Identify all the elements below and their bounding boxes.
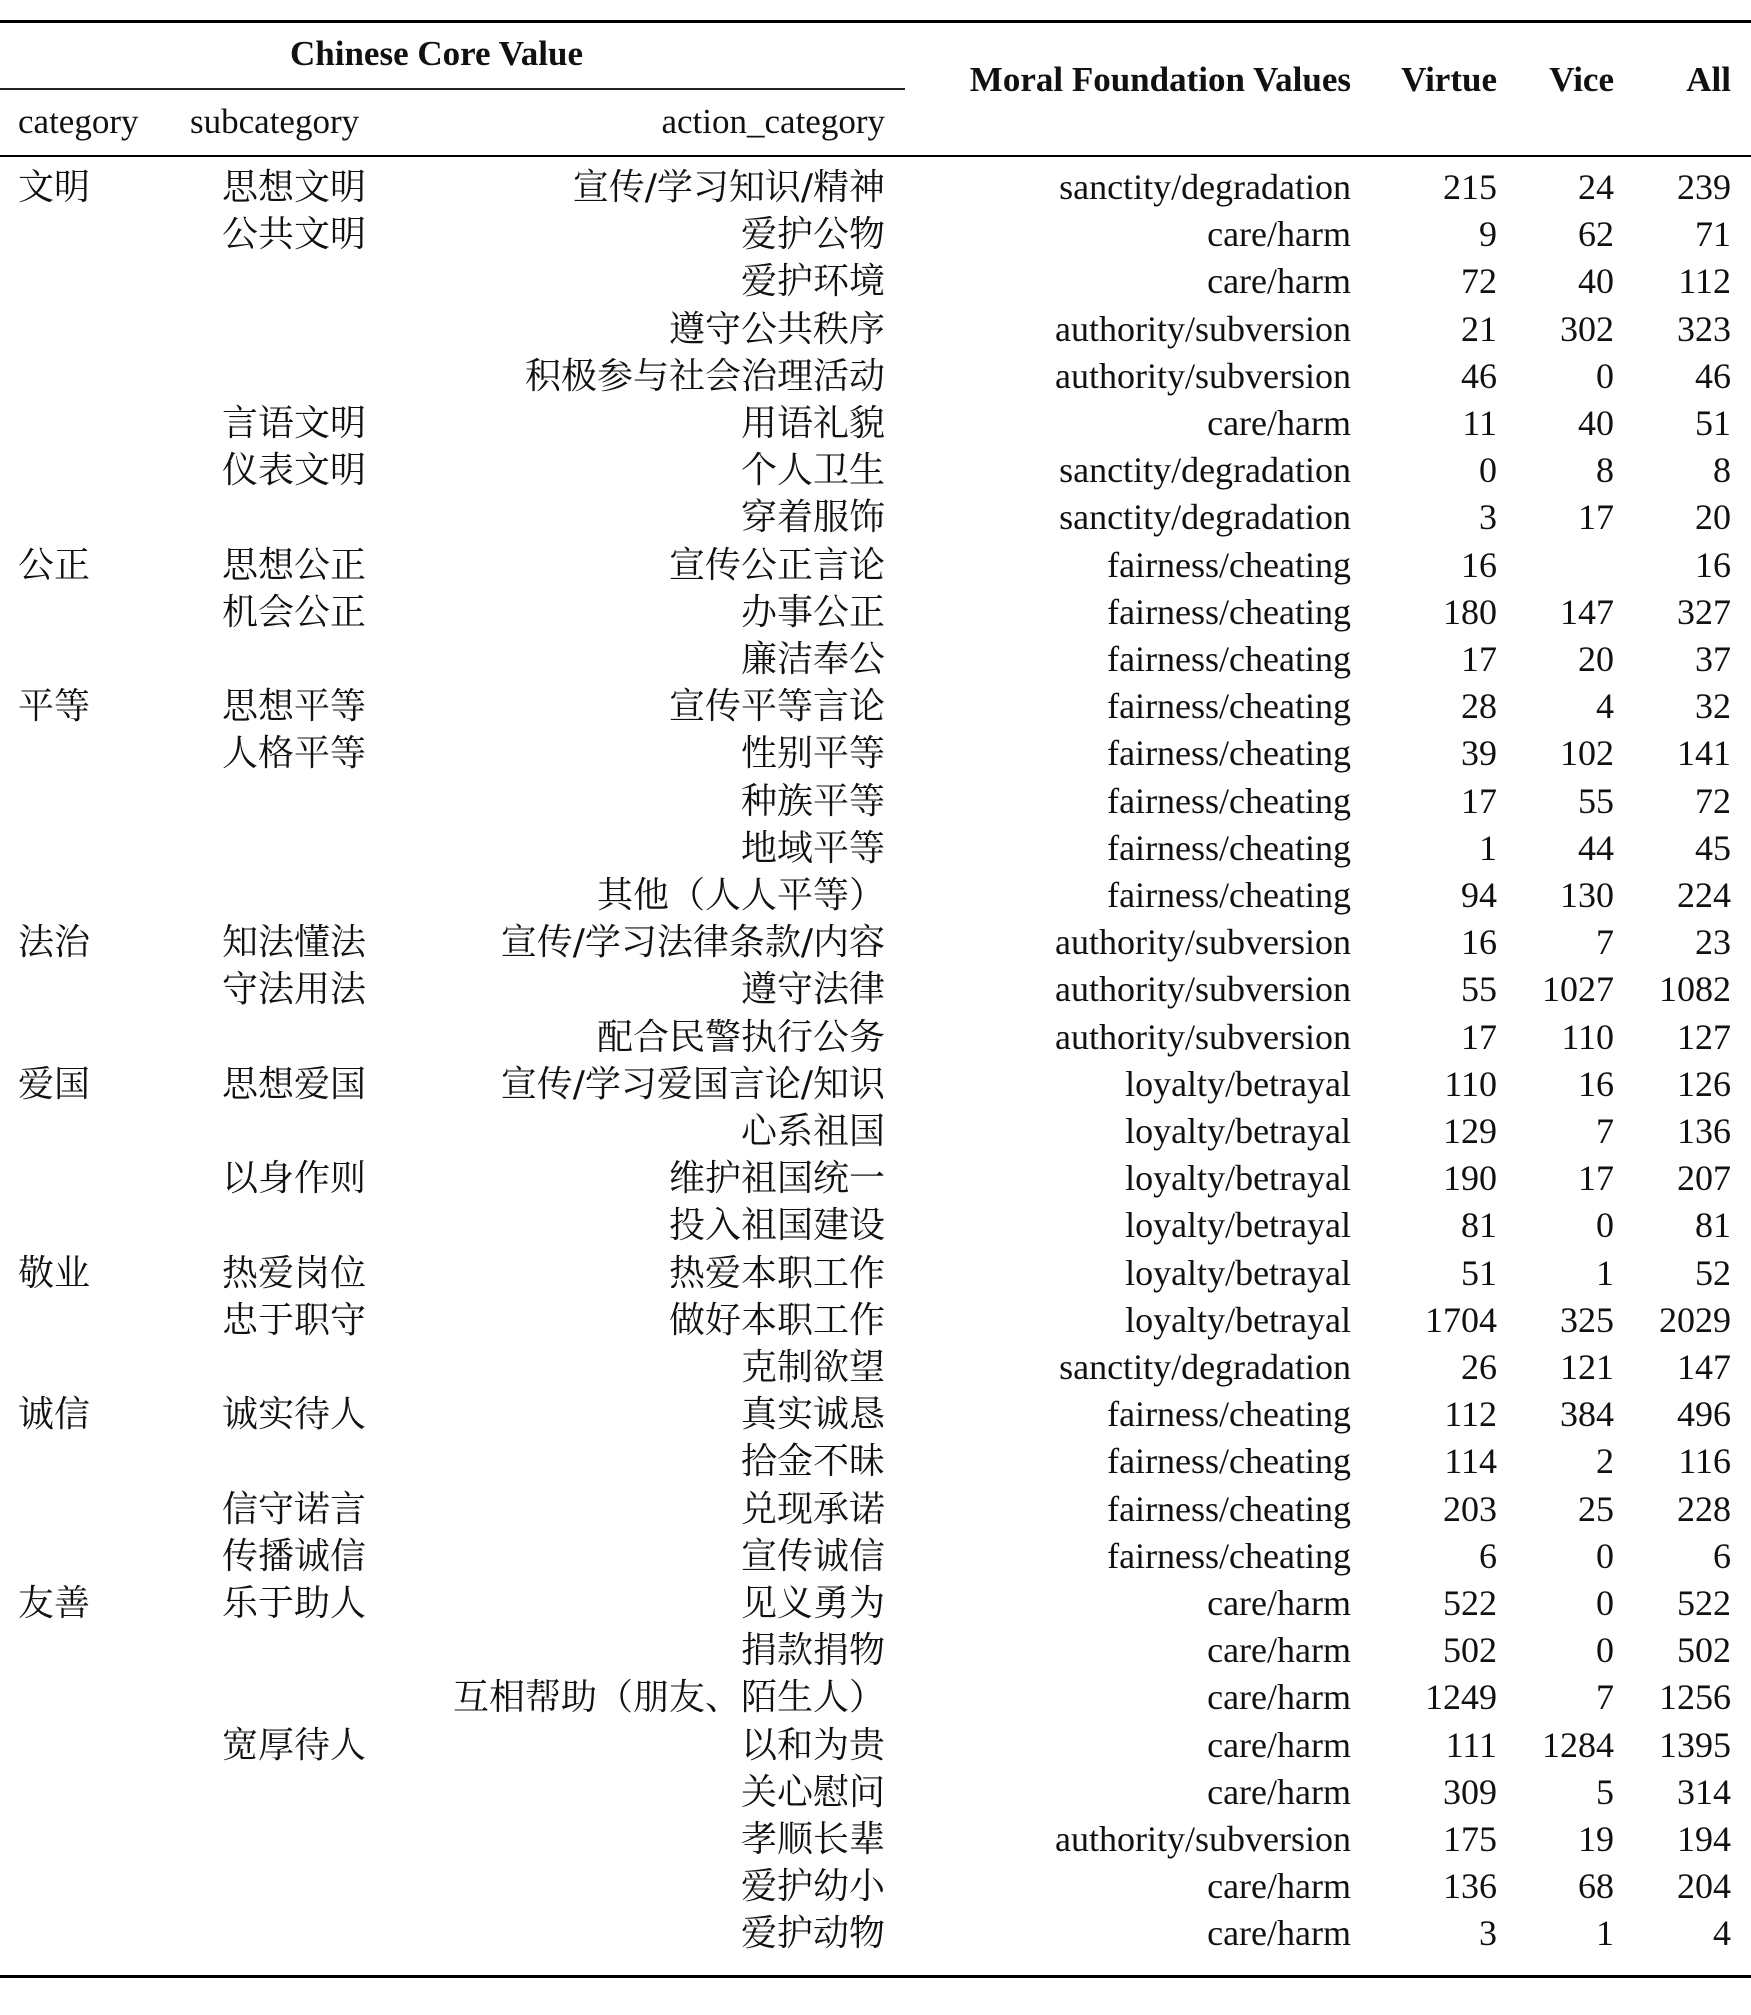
cell-moral-foundation: authority/subversion — [1055, 355, 1351, 396]
table-row — [0, 1297, 1751, 1344]
cell-subcategory: 信守诺言 — [222, 1488, 367, 1530]
cell-virtue: 81 — [1461, 1205, 1497, 1246]
cell-all: 314 — [1677, 1771, 1731, 1812]
cell-vice: 130 — [1560, 875, 1614, 915]
table-row — [0, 1155, 1751, 1202]
cell-action-category: 兑现承诺 — [740, 1488, 885, 1530]
cell-moral-foundation: loyalty/betrayal — [1125, 1158, 1351, 1199]
cell-moral-foundation: sanctity/degradation — [1059, 1347, 1351, 1387]
cell-all: 112 — [1678, 261, 1731, 302]
cell-moral-foundation: sanctity/degradation — [1059, 450, 1351, 491]
cell-action-category: 穿着服饰 — [740, 497, 885, 539]
cell-all: 141 — [1677, 733, 1731, 774]
cell-vice: 0 — [1596, 1205, 1614, 1246]
table-row — [0, 447, 1751, 494]
cell-action-category: 做好本职工作 — [668, 1299, 885, 1341]
cell-all: 81 — [1695, 1205, 1731, 1246]
table-row — [0, 1580, 1751, 1627]
cell-virtue: 46 — [1461, 355, 1497, 396]
cell-all: 204 — [1677, 1866, 1731, 1907]
table-row — [0, 1533, 1751, 1580]
cell-moral-foundation: authority/subversion — [1055, 922, 1351, 963]
table-row — [0, 542, 1751, 589]
table-row — [0, 353, 1751, 400]
cell-subcategory: 以身作则 — [222, 1158, 367, 1200]
cell-moral-foundation: care/harm — [1207, 1630, 1351, 1671]
table-row — [0, 872, 1751, 919]
table-row — [0, 589, 1751, 636]
cell-vice: 147 — [1560, 591, 1614, 632]
table-row — [0, 778, 1751, 825]
cell-subcategory: 公共文明 — [222, 214, 367, 256]
cell-virtue: 0 — [1479, 450, 1497, 491]
cell-vice: 19 — [1578, 1819, 1614, 1859]
cell-vice: 40 — [1578, 261, 1614, 302]
cell-all: 1082 — [1659, 969, 1731, 1010]
cell-moral-foundation: care/harm — [1207, 214, 1351, 255]
cell-moral-foundation: fairness/cheating — [1107, 686, 1351, 727]
cell-moral-foundation: fairness/cheating — [1107, 639, 1351, 679]
table-row — [0, 306, 1751, 353]
cell-virtue: 55 — [1461, 969, 1497, 1010]
cell-vice: 24 — [1578, 167, 1614, 207]
table-row — [0, 494, 1751, 541]
cell-virtue: 39 — [1461, 733, 1497, 774]
header-vice: Vice — [1549, 60, 1614, 99]
cell-moral-foundation: fairness/cheating — [1107, 544, 1351, 585]
header-group-chinese-core-value: Chinese Core Value — [290, 34, 583, 73]
cell-action-category: 真实诚恳 — [740, 1394, 885, 1436]
cell-all: 6 — [1713, 1535, 1731, 1576]
cell-all: 32 — [1695, 686, 1731, 727]
cell-action-category: 办事公正 — [740, 591, 885, 633]
cell-subcategory: 宽厚待人 — [222, 1724, 367, 1766]
cell-all: 71 — [1695, 214, 1731, 255]
cell-moral-foundation: care/harm — [1207, 1771, 1351, 1812]
cell-action-category: 宣传/学习知识/精神 — [572, 167, 885, 208]
cell-subcategory: 思想文明 — [222, 167, 367, 208]
cell-all: 207 — [1677, 1158, 1731, 1199]
cell-category: 法治 — [18, 922, 91, 964]
cell-vice: 40 — [1578, 403, 1614, 443]
cell-moral-foundation: fairness/cheating — [1107, 1488, 1351, 1529]
table-row — [0, 1627, 1751, 1674]
cell-vice: 7 — [1596, 1677, 1614, 1718]
cell-category: 敬业 — [18, 1252, 91, 1294]
cell-moral-foundation: fairness/cheating — [1107, 591, 1351, 632]
cell-vice: 1 — [1596, 1913, 1614, 1954]
cell-vice: 121 — [1560, 1347, 1614, 1387]
cell-virtue: 175 — [1443, 1819, 1497, 1859]
cell-all: 8 — [1713, 450, 1731, 491]
cell-action-category: 宣传诚信 — [740, 1535, 885, 1577]
table-row — [0, 1674, 1751, 1721]
cell-category: 友善 — [18, 1583, 91, 1624]
cell-vice: 1027 — [1542, 969, 1614, 1010]
header-group-underline — [0, 88, 905, 90]
cell-subcategory: 忠于职守 — [222, 1299, 367, 1341]
cell-virtue: 72 — [1461, 261, 1497, 302]
cell-subcategory: 思想公正 — [222, 544, 367, 586]
table-row — [0, 258, 1751, 305]
cell-vice: 25 — [1578, 1488, 1614, 1529]
cell-subcategory: 热爱岗位 — [222, 1252, 367, 1294]
table-row — [0, 683, 1751, 730]
cell-category: 平等 — [18, 686, 91, 728]
table-row — [0, 825, 1751, 872]
cell-all: 136 — [1677, 1111, 1731, 1151]
cell-action-category: 心系祖国 — [740, 1111, 885, 1152]
cell-vice: 68 — [1578, 1866, 1614, 1907]
cell-all: 502 — [1677, 1630, 1731, 1671]
cell-vice: 17 — [1578, 497, 1614, 538]
cell-virtue: 94 — [1461, 875, 1497, 915]
table-row — [0, 1438, 1751, 1485]
cell-action-category: 宣传/学习法律条款/内容 — [500, 922, 885, 964]
cell-moral-foundation: fairness/cheating — [1107, 1394, 1351, 1435]
cell-subcategory: 思想平等 — [222, 686, 367, 728]
cell-action-category: 见义勇为 — [740, 1583, 885, 1624]
cell-all: 1395 — [1659, 1724, 1731, 1765]
cell-virtue: 3 — [1479, 1913, 1497, 1954]
cell-moral-foundation: fairness/cheating — [1107, 780, 1351, 821]
cell-action-category: 维护祖国统一 — [668, 1158, 885, 1200]
cell-all: 496 — [1677, 1394, 1731, 1435]
cell-virtue: 9 — [1479, 214, 1497, 255]
cell-subcategory: 人格平等 — [222, 733, 367, 775]
cell-action-category: 积极参与社会治理活动 — [524, 355, 885, 397]
cell-moral-foundation: loyalty/betrayal — [1125, 1299, 1351, 1340]
cell-all: 4 — [1713, 1913, 1731, 1954]
table-row — [0, 1108, 1751, 1155]
cell-virtue: 17 — [1461, 1016, 1497, 1057]
cell-virtue: 16 — [1461, 922, 1497, 963]
cell-vice: 17 — [1578, 1158, 1614, 1199]
cell-subcategory: 守法用法 — [222, 969, 367, 1011]
table-row — [0, 1250, 1751, 1297]
cell-virtue: 309 — [1443, 1771, 1497, 1812]
cell-action-category: 热爱本职工作 — [668, 1252, 885, 1294]
cell-vice: 0 — [1596, 1583, 1614, 1623]
table-header-rule — [0, 155, 1751, 157]
cell-virtue: 129 — [1443, 1111, 1497, 1151]
table-row — [0, 164, 1751, 211]
cell-virtue: 111 — [1445, 1724, 1497, 1765]
header-category: category — [18, 102, 139, 141]
cell-moral-foundation: loyalty/betrayal — [1125, 1205, 1351, 1246]
cell-vice: 1 — [1596, 1252, 1614, 1293]
cell-action-category: 廉洁奉公 — [740, 639, 885, 680]
cell-action-category: 宣传平等言论 — [668, 686, 885, 728]
cell-subcategory: 仪表文明 — [222, 450, 367, 492]
table-row — [0, 966, 1751, 1013]
cell-vice: 102 — [1560, 733, 1614, 774]
cell-vice: 5 — [1596, 1771, 1614, 1812]
cell-moral-foundation: authority/subversion — [1055, 1016, 1351, 1057]
cell-moral-foundation: fairness/cheating — [1107, 733, 1351, 774]
table-row — [0, 1722, 1751, 1769]
table-row — [0, 730, 1751, 777]
cell-vice: 62 — [1578, 214, 1614, 255]
cell-vice: 7 — [1596, 1111, 1614, 1151]
cell-all: 126 — [1677, 1063, 1731, 1104]
table-row — [0, 1014, 1751, 1061]
cell-action-category: 宣传公正言论 — [668, 544, 885, 586]
cell-moral-foundation: care/harm — [1207, 261, 1351, 302]
cell-vice: 8 — [1596, 450, 1614, 491]
cell-virtue: 6 — [1479, 1535, 1497, 1576]
cell-action-category: 配合民警执行公务 — [596, 1016, 885, 1058]
cell-action-category: 拾金不昧 — [740, 1441, 885, 1483]
cell-action-category: 个人卫生 — [740, 450, 885, 492]
cell-vice: 20 — [1578, 639, 1614, 679]
cell-action-category: 爱护幼小 — [740, 1866, 885, 1908]
cell-category: 爱国 — [18, 1063, 91, 1105]
cell-all: 23 — [1695, 922, 1731, 963]
table-row — [0, 400, 1751, 447]
cell-moral-foundation: sanctity/degradation — [1059, 497, 1351, 538]
table-row — [0, 636, 1751, 683]
table-row — [0, 1863, 1751, 1910]
cell-virtue: 112 — [1444, 1394, 1497, 1435]
cell-action-category: 遵守法律 — [740, 969, 885, 1011]
table-row — [0, 1344, 1751, 1391]
cell-category: 诚信 — [18, 1394, 91, 1436]
cell-virtue: 203 — [1443, 1488, 1497, 1529]
table-row — [0, 1202, 1751, 1249]
cell-virtue: 1 — [1479, 827, 1497, 868]
cell-moral-foundation: care/harm — [1207, 1583, 1351, 1623]
cell-subcategory: 机会公正 — [222, 591, 367, 633]
cell-action-category: 爱护动物 — [740, 1913, 885, 1955]
cell-subcategory: 思想爱国 — [222, 1063, 367, 1105]
cell-all: 327 — [1677, 591, 1731, 632]
cell-virtue: 26 — [1461, 1347, 1497, 1387]
cell-moral-foundation: fairness/cheating — [1107, 1535, 1351, 1576]
cell-action-category: 地域平等 — [740, 827, 885, 869]
cell-vice: 384 — [1560, 1394, 1614, 1435]
cell-all: 45 — [1695, 827, 1731, 868]
cell-virtue: 1704 — [1425, 1299, 1497, 1340]
cell-action-category: 种族平等 — [740, 780, 885, 822]
header-all: All — [1686, 60, 1731, 99]
cell-virtue: 522 — [1443, 1583, 1497, 1623]
cell-virtue: 114 — [1444, 1441, 1497, 1482]
cell-action-category: 其他（人人平等） — [596, 875, 885, 916]
cell-vice: 302 — [1560, 308, 1614, 349]
cell-subcategory: 言语文明 — [222, 403, 367, 444]
cell-vice: 0 — [1596, 1535, 1614, 1576]
cell-virtue: 136 — [1443, 1866, 1497, 1907]
cell-moral-foundation: fairness/cheating — [1107, 875, 1351, 915]
cell-all: 522 — [1677, 1583, 1731, 1623]
cell-vice: 4 — [1596, 686, 1614, 727]
cell-all: 20 — [1695, 497, 1731, 538]
cell-all: 52 — [1695, 1252, 1731, 1293]
cell-action-category: 关心慰问 — [740, 1771, 885, 1813]
cell-moral-foundation: loyalty/betrayal — [1125, 1063, 1351, 1104]
cell-virtue: 3 — [1479, 497, 1497, 538]
table-row — [0, 211, 1751, 258]
header-virtue: Virtue — [1401, 60, 1497, 99]
cell-moral-foundation: authority/subversion — [1055, 1819, 1351, 1859]
cell-moral-foundation: care/harm — [1207, 1866, 1351, 1907]
cell-all: 239 — [1677, 167, 1731, 207]
cell-vice: 7 — [1596, 922, 1614, 963]
cell-vice: 325 — [1560, 1299, 1614, 1340]
cell-all: 72 — [1695, 780, 1731, 821]
cell-moral-foundation: authority/subversion — [1055, 969, 1351, 1010]
cell-subcategory: 诚实待人 — [222, 1394, 367, 1436]
cell-virtue: 110 — [1444, 1063, 1497, 1104]
cell-moral-foundation: sanctity/degradation — [1059, 167, 1351, 207]
cell-vice: 0 — [1596, 1630, 1614, 1671]
cell-subcategory: 知法懂法 — [222, 922, 367, 964]
cell-all: 37 — [1695, 639, 1731, 679]
cell-moral-foundation: care/harm — [1207, 1724, 1351, 1765]
cell-all: 127 — [1677, 1016, 1731, 1057]
cell-virtue: 180 — [1443, 591, 1497, 632]
cell-vice: 2 — [1596, 1441, 1614, 1482]
cell-virtue: 16 — [1461, 544, 1497, 585]
cell-action-category: 遵守公共秩序 — [668, 308, 885, 350]
cell-moral-foundation: care/harm — [1207, 403, 1351, 443]
cell-action-category: 以和为贵 — [740, 1724, 885, 1766]
cell-vice: 1284 — [1542, 1724, 1614, 1765]
cell-vice: 110 — [1561, 1016, 1614, 1057]
table-row — [0, 1061, 1751, 1108]
cell-moral-foundation: fairness/cheating — [1107, 1441, 1351, 1482]
table-bottom-rule — [0, 1975, 1751, 1978]
cell-virtue: 215 — [1443, 167, 1497, 207]
cell-virtue: 28 — [1461, 686, 1497, 727]
cell-all: 228 — [1677, 1488, 1731, 1529]
cell-vice: 44 — [1578, 827, 1614, 868]
cell-action-category: 捐款捐物 — [740, 1630, 885, 1672]
cell-action-category: 爱护环境 — [740, 261, 885, 303]
cell-category: 公正 — [18, 544, 91, 586]
cell-action-category: 性别平等 — [740, 733, 885, 775]
table-row — [0, 1391, 1751, 1438]
table-row — [0, 919, 1751, 966]
cell-all: 147 — [1677, 1347, 1731, 1387]
cell-virtue: 17 — [1461, 780, 1497, 821]
header-action-category: action_category — [661, 102, 885, 141]
cell-action-category: 投入祖国建设 — [668, 1205, 885, 1247]
table-row — [0, 1816, 1751, 1863]
cell-moral-foundation: fairness/cheating — [1107, 827, 1351, 868]
header-moral-foundation-values: Moral Foundation Values — [969, 60, 1351, 99]
cell-action-category: 克制欲望 — [740, 1347, 885, 1388]
cell-all: 2029 — [1659, 1299, 1731, 1340]
cell-virtue: 11 — [1462, 403, 1497, 443]
cell-virtue: 17 — [1461, 639, 1497, 679]
cell-category: 文明 — [18, 167, 91, 208]
cell-vice: 55 — [1578, 780, 1614, 821]
cell-vice: 16 — [1578, 1063, 1614, 1104]
cell-all: 224 — [1677, 875, 1731, 915]
table-row — [0, 1486, 1751, 1533]
cell-all: 46 — [1695, 355, 1731, 396]
cell-action-category: 爱护公物 — [740, 214, 885, 256]
cell-all: 116 — [1678, 1441, 1731, 1482]
cell-moral-foundation: loyalty/betrayal — [1125, 1252, 1351, 1293]
cell-action-category: 宣传/学习爱国言论/知识 — [500, 1063, 885, 1105]
cell-action-category: 用语礼貌 — [740, 403, 885, 444]
cell-moral-foundation: care/harm — [1207, 1913, 1351, 1954]
cell-virtue: 21 — [1461, 308, 1497, 349]
cell-virtue: 190 — [1443, 1158, 1497, 1199]
header-subcategory: subcategory — [190, 102, 360, 141]
cell-virtue: 502 — [1443, 1630, 1497, 1671]
cell-all: 1256 — [1659, 1677, 1731, 1718]
cell-subcategory: 乐于助人 — [222, 1583, 367, 1624]
cell-moral-foundation: care/harm — [1207, 1677, 1351, 1718]
cell-subcategory: 传播诚信 — [222, 1535, 367, 1577]
cell-all: 51 — [1695, 403, 1731, 443]
table-row — [0, 1769, 1751, 1816]
cell-action-category: 互相帮助（朋友、陌生人） — [452, 1677, 885, 1719]
table-top-rule — [0, 20, 1751, 23]
cell-all: 194 — [1677, 1819, 1731, 1859]
cell-action-category: 孝顺长辈 — [740, 1819, 885, 1860]
cell-moral-foundation: authority/subversion — [1055, 308, 1351, 349]
cell-vice: 0 — [1596, 355, 1614, 396]
cell-all: 16 — [1695, 544, 1731, 585]
table-row — [0, 1910, 1751, 1957]
cell-all: 323 — [1677, 308, 1731, 349]
cell-moral-foundation: loyalty/betrayal — [1125, 1111, 1351, 1151]
cell-virtue: 1249 — [1425, 1677, 1497, 1718]
cell-virtue: 51 — [1461, 1252, 1497, 1293]
